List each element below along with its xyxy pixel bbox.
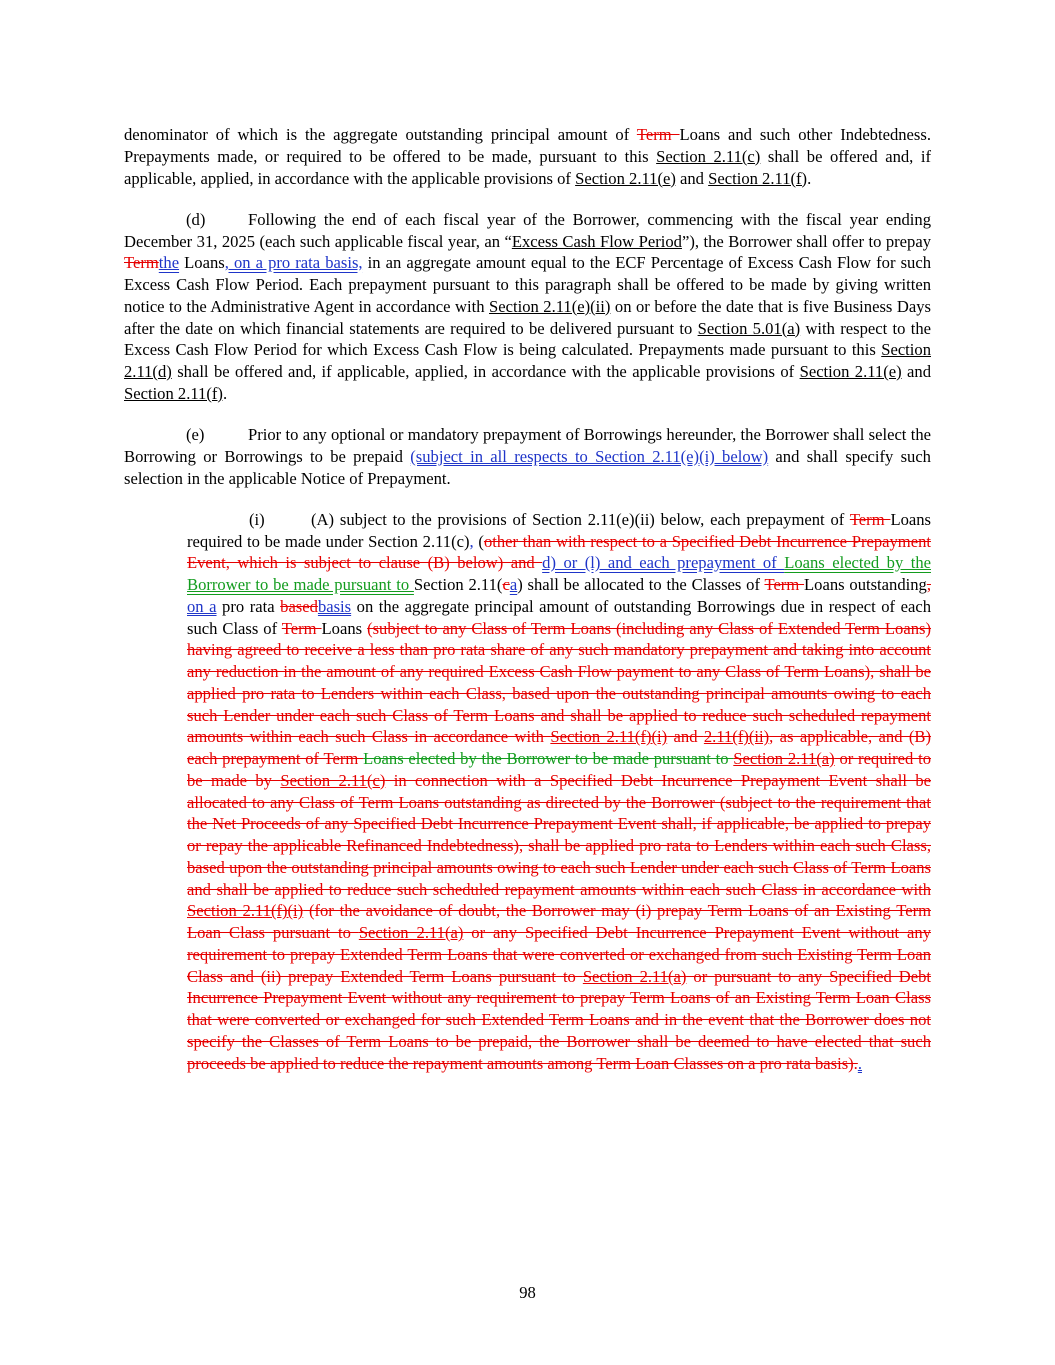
deletion: Term xyxy=(764,575,805,594)
text: Loans required to be made under Section 2.11(c) xyxy=(187,509,931,551)
paragraph-c-continuation xyxy=(124,124,931,189)
insertion: basis xyxy=(317,596,352,616)
text: shall be offered and, if applicable, applied, in accordance with the applicable provisions of xyxy=(124,146,932,188)
moved-text: Loans elected by the Borrower to be made pursuant to xyxy=(187,553,931,594)
section-reference: Section 2.11(e) xyxy=(575,168,676,188)
moved-from-text: Loans elected by the Borrower to be made pursuant to xyxy=(363,749,734,768)
text: ”), the Borrower shall offer to prepay xyxy=(681,231,932,251)
insertion: the xyxy=(158,253,180,273)
paragraph-label: (e) xyxy=(186,425,205,444)
text: on the aggregate principal amount of outstanding Borrowings due in respect of each such Class of xyxy=(187,596,932,638)
text: . xyxy=(807,168,812,188)
insertion: , xyxy=(469,531,474,551)
deletion: , xyxy=(926,575,931,594)
text: ) shall be allocated to the Classes of xyxy=(517,575,765,594)
paragraph-d xyxy=(124,209,931,405)
deletion: or any Specified Debt Incurrence Prepayment Event without any requirement to prepay Extended Term Loans that were converted or exchanged from such Existing Term Loan Class and (ii) prepay Extended Term Loans pursuant to xyxy=(187,923,931,986)
insertion: (subject in all respects to Section 2.11(e)(i) below) xyxy=(410,446,769,466)
text: and shall specify such selection in the applicable Notice of Prepayment. xyxy=(124,446,931,488)
section-reference: Section 2.11(e) xyxy=(799,362,902,381)
section-reference: Section 2.11(f) xyxy=(708,168,808,188)
defined-term: Excess Cash Flow Period xyxy=(511,231,682,251)
deleted-section-reference: Section 2.11(a) xyxy=(582,966,687,986)
section-reference: Section 5.01(a) xyxy=(697,318,801,338)
deleted-section-reference: Section 2.11(f)(i) xyxy=(187,901,304,921)
insertion: d) or (l) and each prepayment of xyxy=(542,553,785,573)
text: and xyxy=(901,362,931,381)
section-reference: Section 2.11(d) xyxy=(124,340,931,381)
insertion: , on a pro rata basis, xyxy=(224,253,363,273)
deleted-section-reference: Section 2.11(a) xyxy=(733,749,835,768)
text: pro rata xyxy=(216,596,281,616)
text: Loans xyxy=(321,618,363,638)
deleted-section-reference: Section 2.11(a) xyxy=(358,923,464,942)
deletion: other than with respect to a Specified Debt Incurrence Prepayment Event, which is subject to clause (B) below) and xyxy=(187,531,931,573)
deletion: or pursuant to any Specified Debt Incurrence Prepayment Event without any requirement to prepay Term Loans of an Existing Term Loan Class that were converted or exchanged for such Extended Term Loans and in the event that the Borrower does not specify the Classes of Term Loans to be prepaid, the Borrower shall be deemed to have elected that such proceeds be applied to reduce the repayment amounts among Term Loan Classes on a pro rata basis). xyxy=(187,966,932,1073)
text: on or before the date that is five Business Days after the date on which financial statements are required to be delivered pursuant to xyxy=(124,296,931,338)
deletion: , as applicable, and (B) each prepayment of Term xyxy=(187,727,932,768)
text: shall be offered and, if applicable, applied, in accordance with the applicable provisions of xyxy=(171,362,800,381)
paragraph-label: (d) xyxy=(186,209,206,229)
deletion: (for the avoidance of doubt, the Borrower may (i) prepay Term Loans of an Existing Term Loan Class pursuant to xyxy=(187,901,931,942)
text: Following the end of each fiscal year of the Borrower, commencing with the fiscal year ending December 31, 2025 (each such applicable fiscal year, an “ xyxy=(124,209,931,251)
text: Loans xyxy=(179,253,225,273)
deletion: based xyxy=(280,596,318,616)
paragraph-label: (i) xyxy=(249,509,265,529)
deletion: and xyxy=(667,727,704,747)
deletion: (subject to any Class of Term Loans (including any Class of Extended Term Loans) having agreed to receive a less than pro rata share of any such mandatory prepayment and taking into account any reduction in the amount of any required Excess Cash Flow payment to any Class of Term Loans), shall be applied pro rata to Lenders within each Class, based upon the outstanding principal amounts owing to each such Lender under each such Class of Term Loans and shall be applied to reduce such scheduled repayment amounts within each such Class in accordance with xyxy=(187,618,931,747)
text: with respect to the Excess Cash Flow Period for which Excess Cash Flow is being calculated. Prepayments made pursuant to this xyxy=(124,318,931,360)
deletion: Term xyxy=(849,509,891,529)
text: denominator of which is the aggregate outstanding principal amount of xyxy=(124,125,637,144)
insertion: a xyxy=(509,575,518,594)
section-reference: Section 2.11(f) xyxy=(124,383,223,403)
text: Loans and such other Indebtedness. Prepayments made, or required to be offered to be made, pursuant to this xyxy=(124,125,931,166)
insertion: on a xyxy=(187,596,217,616)
deleted-section-reference: Section 2.11(c) xyxy=(280,770,386,790)
deletion: in connection with a Specified Debt Incurrence Prepayment Event shall be allocated to any Class of Term Loans outstanding as directed by the Borrower (subject to the requirement that the Net Proceeds of any Specified Debt Incurrence Prepayment Event shall, if applicable, be applied to prepay or repay the applicable Refinanced Indebtedness), shall be applied pro rata to Lenders within each such Class, based upon the outstanding principal amounts owing to each such Lender under each such Class of Term Loans and shall be applied to reduce such scheduled repayment amounts within each such Class in accordance with xyxy=(187,770,931,899)
page-number: 98 xyxy=(519,1283,536,1302)
deletion: Term xyxy=(636,125,680,144)
text: ( xyxy=(473,531,484,551)
deletion: Term xyxy=(124,253,159,273)
deletion: c xyxy=(502,575,510,594)
deleted-section-reference: Section 2.11(f)(i) xyxy=(550,727,668,747)
insertion: . xyxy=(857,1053,862,1073)
text: in an aggregate amount equal to the ECF Percentage of Excess Cash Flow for such Excess Cash Flow Period. Each prepayment pursuant to this paragraph shall be offered to be made by giving written notice to the Administrative Agent in accordance with xyxy=(124,253,932,316)
text: Loans outstanding xyxy=(804,575,927,594)
section-reference: Section 2.11(e)(ii) xyxy=(489,296,611,316)
deleted-section-reference: 2.11(f)(ii) xyxy=(703,727,770,747)
deletion: or required to be made by xyxy=(187,749,931,790)
document-page xyxy=(124,124,931,1074)
text: and xyxy=(675,168,709,188)
paragraph-e xyxy=(124,424,931,489)
text: Section 2.11( xyxy=(413,575,503,594)
deletion: Term xyxy=(281,618,322,638)
text: Prior to any optional or mandatory prepayment of Borrowings hereunder, the Borrower shall select the Borrowing or Borrowings to be prepaid xyxy=(124,425,931,466)
text: (A) subject to the provisions of Section 2.11(e)(ii) below, each prepayment of xyxy=(311,509,850,529)
paragraph-e-i xyxy=(187,509,931,1075)
text: . xyxy=(222,383,228,403)
section-reference: Section 2.11(c) xyxy=(656,146,761,166)
